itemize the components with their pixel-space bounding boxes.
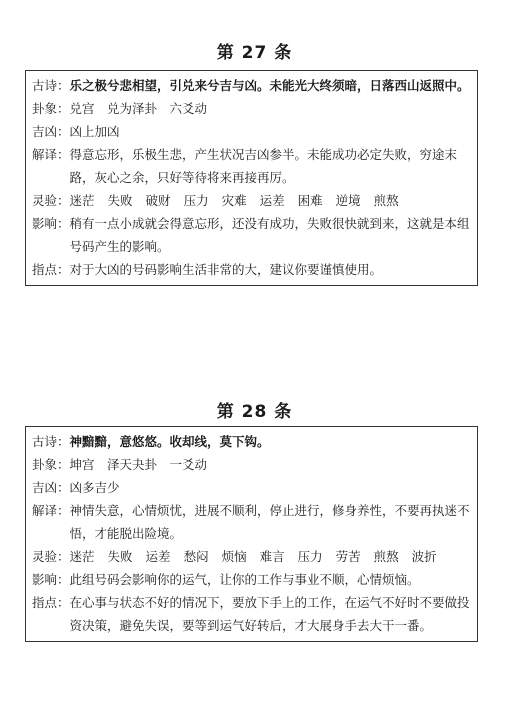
advice-text: 在心事与状态不好的情况下，要放下手上的工作，在运气不好时不要做投资决策，避免失误，要等到运气好转后，才大展身手去大干一番。	[69, 595, 470, 633]
keyword: 运差	[145, 549, 171, 564]
influence-text: 稍有一点小成就会得意忘形，还没有成功，失败很快就到来，这就是本组号码产生的影响。	[69, 216, 470, 254]
keyword: 迷茫	[69, 549, 95, 564]
keyword: 煎熬	[373, 193, 399, 208]
keyword: 烦恼	[221, 549, 247, 564]
interpretation-label: 解译：	[32, 503, 70, 518]
advice-label: 指点：	[32, 595, 70, 610]
hexagram-row	[32, 453, 471, 476]
advice-row	[32, 258, 471, 281]
keywords-label: 灵验：	[32, 549, 70, 564]
keyword: 破财	[145, 193, 171, 208]
influence-label: 影响：	[32, 216, 70, 231]
fortune-row	[32, 120, 471, 143]
influence-text: 此组号码会影响你的运气，让你的工作与事业不顺，心情烦恼。	[69, 572, 420, 587]
keywords-row	[32, 545, 471, 568]
keywords-list	[70, 545, 471, 568]
fortune-label: 吉凶：	[32, 480, 70, 495]
influence-row	[32, 212, 471, 258]
keyword: 愁闷	[183, 549, 209, 564]
keywords-row	[32, 189, 471, 212]
section-title-27: 第 27 条	[216, 43, 293, 63]
keyword: 难言	[259, 549, 285, 564]
keywords-label: 灵验：	[32, 193, 70, 208]
poem-label: 古诗：	[32, 434, 70, 449]
keyword: 煎熬	[373, 549, 399, 564]
interpretation-row	[32, 143, 471, 189]
interpretation-row	[32, 499, 471, 545]
fortune-row	[32, 476, 471, 499]
advice-label: 指点：	[32, 262, 70, 277]
keyword: 压力	[183, 193, 209, 208]
hexagram-label: 卦象：	[32, 101, 70, 116]
interpretation-label: 解译：	[32, 147, 70, 162]
fortune-label: 吉凶：	[32, 124, 70, 139]
advice-row	[32, 591, 471, 637]
keyword: 失败	[107, 549, 133, 564]
keyword: 迷茫	[69, 193, 95, 208]
keyword: 劳苦	[335, 549, 361, 564]
poem-row	[32, 430, 471, 453]
keyword: 运差	[259, 193, 285, 208]
hexagram-text: 兑宫 兑为泽卦 六爻动	[69, 101, 208, 116]
keyword: 压力	[297, 549, 323, 564]
influence-row	[32, 568, 471, 591]
hexagram-text: 坤宫 泽天夬卦 一爻动	[69, 457, 208, 472]
interpretation-text: 神情失意，心情烦忧，进展不顺利，停止进行，修身养性，不要再执迷不悟，才能脱出险境。	[69, 503, 470, 541]
hexagram-label: 卦象：	[32, 457, 70, 472]
poem-text: 神黯黯，意悠悠。收却线，莫下钩。	[69, 434, 270, 449]
advice-text: 对于大凶的号码影响生活非常的大，建议你要谨慎使用。	[69, 262, 383, 277]
keyword: 灾难	[221, 193, 247, 208]
fortune-text: 凶多吉少	[69, 480, 120, 495]
keyword: 困难	[297, 193, 323, 208]
keyword: 失败	[107, 193, 133, 208]
poem-row	[32, 74, 471, 97]
entry-box-27	[25, 70, 478, 286]
fortune-text: 凶上加凶	[69, 124, 120, 139]
poem-label: 古诗：	[32, 78, 70, 93]
interpretation-text: 得意忘形，乐极生悲，产生状况吉凶参半。未能成功必定失败，穷途末路，灰心之余，只好等待将来再接再厉。	[69, 147, 458, 185]
entry-box-28	[25, 426, 478, 642]
hexagram-row	[32, 97, 471, 120]
section-title-28: 第 28 条	[216, 402, 293, 422]
keyword: 波折	[411, 549, 437, 564]
influence-label: 影响：	[32, 572, 70, 587]
poem-text: 乐之极兮悲相望，引兑来兮吉与凶。未能光大终须暗，日落西山返照中。	[69, 78, 470, 93]
keywords-list	[70, 189, 471, 212]
keyword: 逆境	[335, 193, 361, 208]
